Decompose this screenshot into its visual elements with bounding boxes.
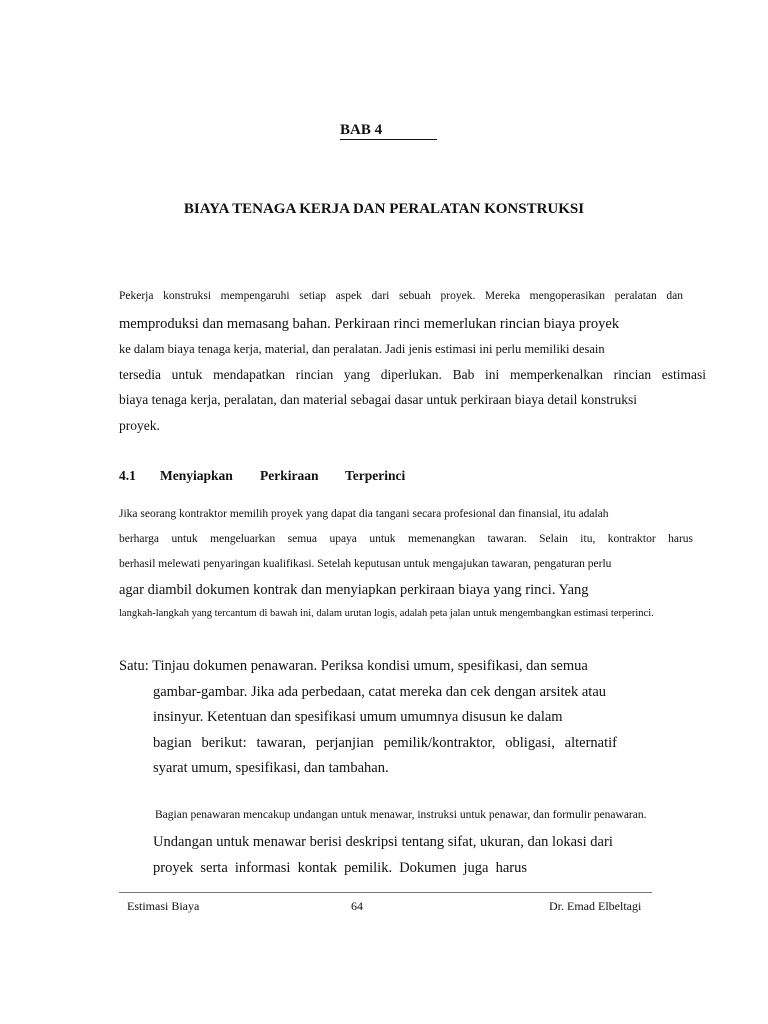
page-number: 64 [351, 899, 363, 913]
section-line: Jika seorang kontraktor memilih proyek yang dapat dia tangani secara profesional dan finansial, itu adalah [119, 508, 609, 520]
intro-line: Pekerja konstruksi mempengaruhi setiap aspek dari sebuah proyek. Mereka mengoperasikan peralatan dan [119, 290, 683, 302]
section-number: 4.1 [119, 468, 136, 483]
section-line: berharga untuk mengeluarkan semua upaya untuk memenangkan tawaran. Selain itu, kontraktor harus [119, 533, 693, 545]
section-word: Terperinci [345, 468, 406, 483]
chapter-title: BIAYA TENAGA KERJA DAN PERALATAN KONSTRUKSI [183, 201, 585, 217]
intro-line: memproduksi dan memasang bahan. Perkiraan rinci memerlukan rincian biaya proyek [119, 316, 620, 332]
bid-line: Bagian penawaran mencakup undangan untuk menawar, instruksi untuk penawar, dan formulir penawaran. [155, 809, 647, 821]
intro-line: proyek. [119, 418, 160, 433]
step-line: Satu: Tinjau dokumen penawaran. Periksa kondisi umum, spesifikasi, dan semua [119, 658, 588, 674]
section-line: agar diambil dokumen kontrak dan menyiapkan perkiraan biaya yang rinci. Yang [119, 582, 589, 598]
step-line: insinyur. Ketentuan dan spesifikasi umum umumnya disusun ke dalam [153, 709, 563, 725]
intro-line: tersedia untuk mendapatkan rincian yang diperlukan. Bab ini memperkenalkan rincian estimasi [119, 367, 706, 382]
step-line: gambar-gambar. Jika ada perbedaan, catat mereka dan cek dengan arsitek atau [153, 684, 607, 700]
step-line: bagian berikut: tawaran, perjanjian pemilik/kontraktor, obligasi, alternatif [153, 735, 617, 751]
bid-line: Undangan untuk menawar berisi deskripsi tentang sifat, ukuran, dan lokasi dari [153, 834, 613, 850]
section-line: berhasil melewati penyaringan kualifikasi. Setelah keputusan untuk mengajukan tawaran, pengaturan perlu [119, 558, 612, 570]
step-line: syarat umum, spesifikasi, dan tambahan. [153, 760, 389, 776]
footer-divider [119, 892, 652, 893]
intro-line: biaya tenaga kerja, peralatan, dan material sebagai dasar untuk perkiraan biaya detail konstruksi [119, 392, 638, 407]
section-line: langkah-langkah yang tercantum di bawah ini, dalam urutan logis, adalah peta jalan untuk mengembangkan estimasi terperinci. [119, 608, 654, 619]
chapter-heading: BAB 4 [340, 122, 437, 140]
footer-left-text: Estimasi Biaya [127, 899, 200, 913]
intro-line: ke dalam biaya tenaga kerja, material, dan peralatan. Jadi jenis estimasi ini perlu memiliki desain [119, 342, 605, 356]
section-word: Perkiraan [260, 468, 319, 483]
footer-author: Dr. Emad Elbeltagi [549, 899, 642, 913]
bid-line: proyek serta informasi kontak pemilik. Dokumen juga harus [153, 860, 527, 876]
section-word: Menyiapkan [160, 468, 233, 483]
